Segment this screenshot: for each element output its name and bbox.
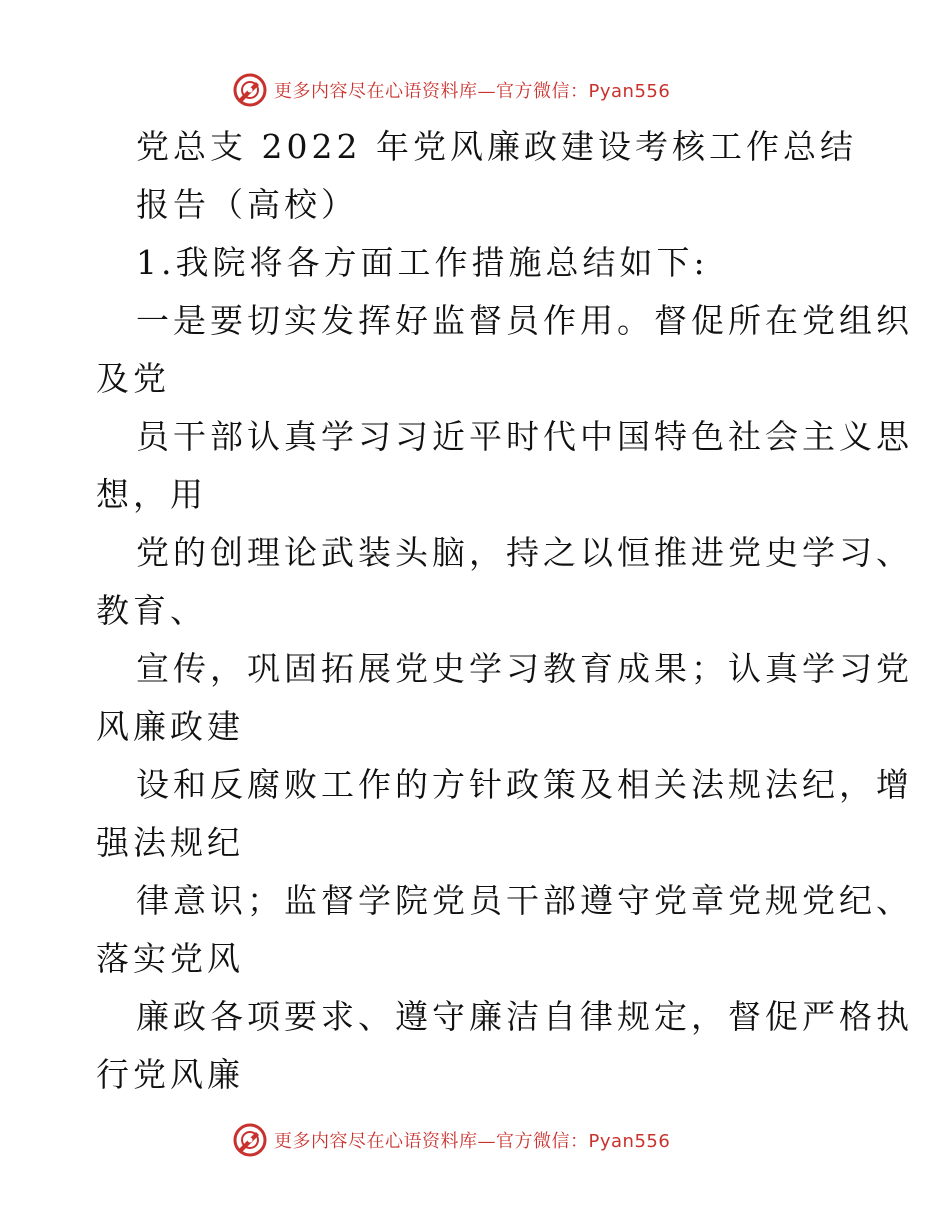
text-line: 及党 bbox=[96, 359, 170, 398]
text-line: 行党风廉 bbox=[96, 1055, 244, 1094]
text-line: 落实党风 bbox=[96, 939, 244, 978]
text-line: 廉政各项要求、遵守廉洁自律规定，督促严格执 bbox=[136, 997, 913, 1036]
text-line: 教育、 bbox=[96, 591, 207, 630]
text-line: 风廉政建 bbox=[96, 707, 244, 746]
text-line: 强法规纪 bbox=[96, 823, 244, 862]
watermark-text: 更多内容尽在心语资料库—官方微信：Pyan556 bbox=[274, 81, 671, 102]
text-line: 1.我院将各方面工作措施总结如下: bbox=[136, 243, 709, 282]
text-line: 员干部认真学习习近平时代中国特色社会主义思 bbox=[136, 417, 913, 456]
text-line: 党的创理论武装头脑，持之以恒推进党史学习、 bbox=[136, 533, 913, 572]
text-line: 律意识；监督学院党员干部遵守党章党规党纪、 bbox=[136, 881, 913, 920]
text-line: 想，用 bbox=[96, 475, 207, 514]
text-line: 一是要切实发挥好监督员作用。督促所在党组织 bbox=[136, 301, 913, 340]
watermark-text: 更多内容尽在心语资料库—官方微信：Pyan556 bbox=[274, 1131, 671, 1152]
text-line: 宣传，巩固拓展党史学习教育成果；认真学习党 bbox=[136, 649, 913, 688]
text-line: 报告（高校） bbox=[136, 185, 358, 224]
text-line: 党总支 2022 年党风廉政建设考核工作总结 bbox=[136, 127, 857, 166]
watermark-header bbox=[0, 70, 950, 110]
logo-icon bbox=[232, 72, 268, 108]
watermark-footer bbox=[0, 1120, 950, 1160]
text-line: 设和反腐败工作的方针政策及相关法规法纪，增 bbox=[136, 765, 913, 804]
document-body bbox=[96, 118, 913, 1104]
logo-icon bbox=[232, 1122, 268, 1158]
